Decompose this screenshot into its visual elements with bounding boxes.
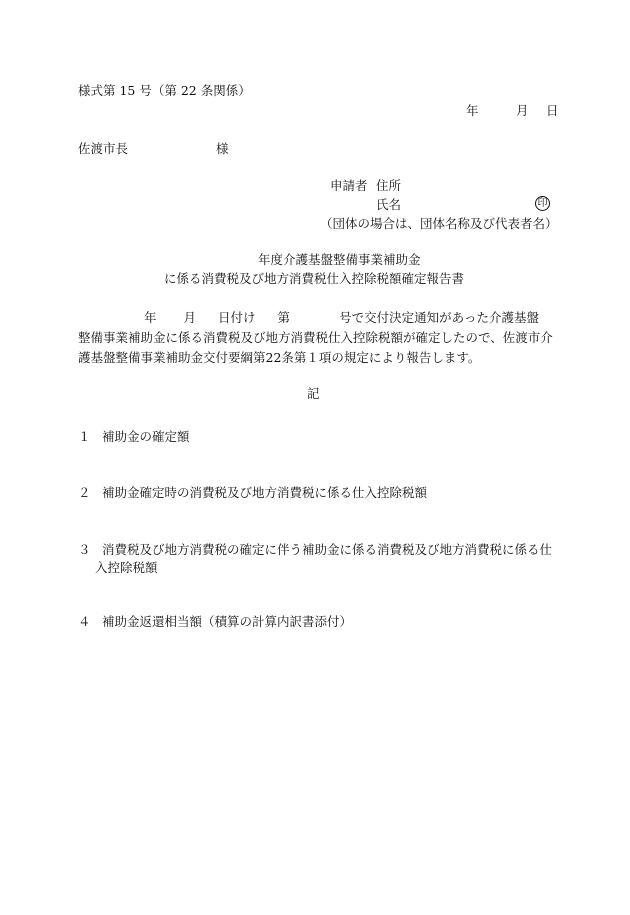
list-item [78, 612, 352, 632]
body-month-label: 月 [183, 310, 197, 325]
date-month-label: 月 [516, 103, 529, 118]
date-day-label: 日 [546, 103, 559, 118]
applicant-label: 申請者 [330, 178, 368, 193]
item-text: 消費税及び地方消費税の確定に伴う補助金に係る消費税及び地方消費税に係る仕 [102, 542, 553, 557]
body-line-1 [78, 308, 558, 328]
body-line-1-rest: 号で交付決定通知があった介護基盤 [339, 310, 539, 325]
item-number: ４ [78, 614, 91, 629]
ki-label: 記 [307, 386, 320, 401]
list-item [78, 427, 190, 447]
body-line-3: 護基盤整備事業補助金交付要綱第22条第１項の規定により報告します。 [78, 350, 481, 365]
item-text: 補助金返還相当額（積算の計算内訳書添付） [102, 614, 353, 629]
date-year-label: 年 [466, 103, 479, 118]
body-line-2: 整備事業補助金に係る消費税及び地方消費税仕入控除税額が確定したので、佐渡市介 [78, 330, 553, 345]
item-text-continuation: 入控除税額 [95, 560, 158, 575]
addressee-honorific: 様 [216, 141, 229, 156]
addressee-name: 佐渡市長 [78, 141, 129, 156]
addressee [78, 143, 229, 156]
list-item [78, 483, 427, 503]
form-number: 様式第 15 号（第 22 条関係） [78, 83, 251, 98]
report-title-line-2: に係る消費税及び地方消費税仕入控除税額確定報告書 [164, 271, 465, 286]
body-number-prefix: 第 [277, 310, 291, 325]
item-number: ３ [78, 542, 91, 557]
address-label: 住所 [376, 178, 402, 193]
list-item [78, 540, 552, 560]
group-note: （団体の場合は、団体名称及び代表者名） [320, 216, 558, 231]
name-label: 氏名 [376, 197, 402, 212]
item-text: 補助金確定時の消費税及び地方消費税に係る仕入控除税額 [102, 485, 428, 500]
body-year-label: 年 [144, 310, 157, 325]
report-title-line-1: 年度介護基盤整備事業補助金 [258, 252, 421, 267]
date-line [466, 105, 559, 118]
item-number: １ [78, 429, 91, 444]
item-text: 補助金の確定額 [102, 429, 190, 444]
item-number: ２ [78, 485, 91, 500]
seal-icon: 印 [535, 196, 550, 211]
body-dated-label: 日付け [218, 310, 256, 325]
